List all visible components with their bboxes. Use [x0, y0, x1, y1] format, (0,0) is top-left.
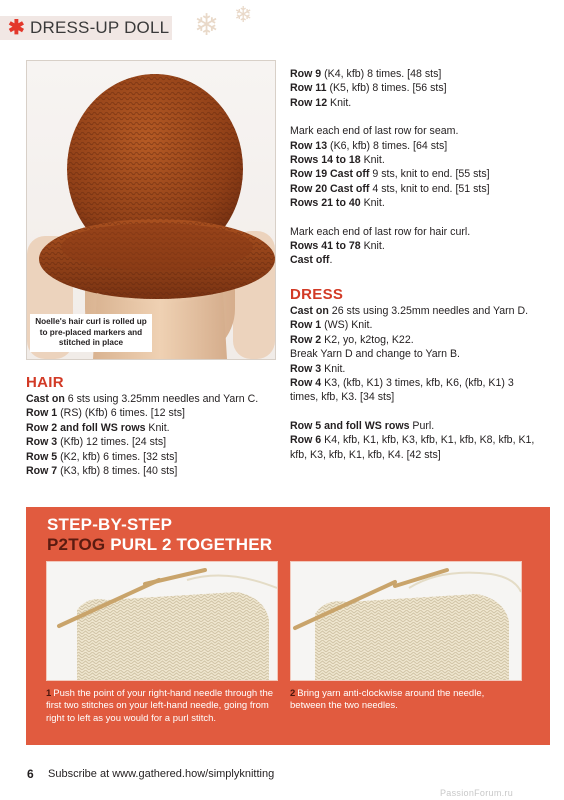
instruction-line: Row 5 (K2, kfb) 6 times. [32 sts] [26, 450, 178, 463]
step-number: 2 [290, 688, 296, 699]
snowflake-icon: ❄ [234, 2, 253, 27]
instruction-line: Row 5 and foll WS rows Purl. [290, 419, 435, 432]
instruction-line: Row 7 (K3, kfb) 8 times. [40 sts] [26, 465, 178, 478]
dress-heading: DRESS [290, 286, 344, 303]
knitting-needles-illustration [291, 562, 521, 680]
asterisk-icon: ✱ [8, 17, 25, 39]
instruction-note: Mark each end of last row for seam. [290, 125, 459, 138]
instruction-line: Row 4 K3, (kfb, K1) 3 times, kfb, K6, (kfb, K1) 3 times, kfb, K3. [34 sts] [290, 377, 514, 404]
step-2-caption: 2 Bring yarn anti-clockwise around the needle, between the two needles. [290, 688, 485, 712]
knitting-needles-illustration [47, 562, 277, 680]
technique-title: P2TOG PURL 2 TOGETHER [47, 535, 273, 554]
instruction-line: Rows 41 to 78 Knit. [290, 240, 385, 253]
instruction-note: Mark each end of last row for hair curl. [290, 225, 471, 238]
instruction-line: Row 13 (K6, kfb) 8 times. [64 sts] [290, 139, 448, 152]
hair-continued [290, 67, 540, 268]
instruction-line: Rows 14 to 18 Knit. [290, 154, 385, 167]
instruction-line: Row 1 (WS) Knit. [290, 319, 373, 332]
instruction-line: Cast on 6 sts using 3.25mm needles and Yarn C. [26, 393, 259, 405]
step-1-caption: 1 Push the point of your right-hand needle through the first two stitches on your left-hand needle, going from right to left as you would for a purl stitch. [46, 688, 274, 724]
hair-section [26, 374, 276, 478]
instruction-line: Row 11 (K5, kfb) 8 times. [56 sts] [290, 82, 447, 95]
step-by-step-title: STEP-BY-STEP [47, 515, 173, 534]
instruction-line: Row 2 K2, yo, k2tog, K22. [290, 333, 414, 346]
instruction-line: Row 3 Knit. [290, 362, 346, 375]
instruction-line: Rows 21 to 40 Knit. [290, 197, 385, 210]
photo-caption: Noelle's hair curl is rolled up to pre-placed markers and stitched in place [30, 314, 152, 352]
instruction-line: Row 20 Cast off 4 sts, knit to end. [51 sts] [290, 182, 490, 195]
instruction-line: Row 1 (RS) (Kfb) 6 times. [12 sts] [26, 407, 185, 420]
instruction-line: Row 19 Cast off 9 sts, knit to end. [55 sts] [290, 168, 490, 181]
instruction-line: Row 2 and foll WS rows Knit. [26, 421, 170, 434]
instruction-line: Row 9 (K4, kfb) 8 times. [48 sts] [290, 68, 442, 80]
step-2-photo [290, 561, 522, 681]
step-1-photo [46, 561, 278, 681]
subscribe-link[interactable]: Subscribe at www.gathered.how/simplyknitting [48, 768, 275, 780]
instruction-note: Break Yarn D and change to Yarn B. [290, 348, 461, 361]
step-number: 1 [46, 688, 52, 699]
page-number: 6 [27, 767, 34, 781]
instruction-line: Row 12 Knit. [290, 96, 352, 109]
watermark: PassionForum.ru [440, 788, 514, 798]
instruction-line: Cast on 26 sts using 3.25mm needles and Yarn D. [290, 305, 529, 317]
dress-section [290, 286, 538, 462]
hair-heading: HAIR [26, 374, 64, 391]
snowflake-icon: ❄ [194, 9, 220, 42]
section-title: DRESS-UP DOLL [30, 18, 170, 37]
instruction-line: Cast off. [290, 254, 333, 267]
instruction-line: Row 3 (Kfb) 12 times. [24 sts] [26, 436, 167, 449]
instruction-line: Row 6 K4, kfb, K1, kfb, K3, kfb, K1, kfb, K8, kfb, K1, kfb, K3, kfb, K1, kfb, K4. [42 sts] [290, 434, 535, 461]
